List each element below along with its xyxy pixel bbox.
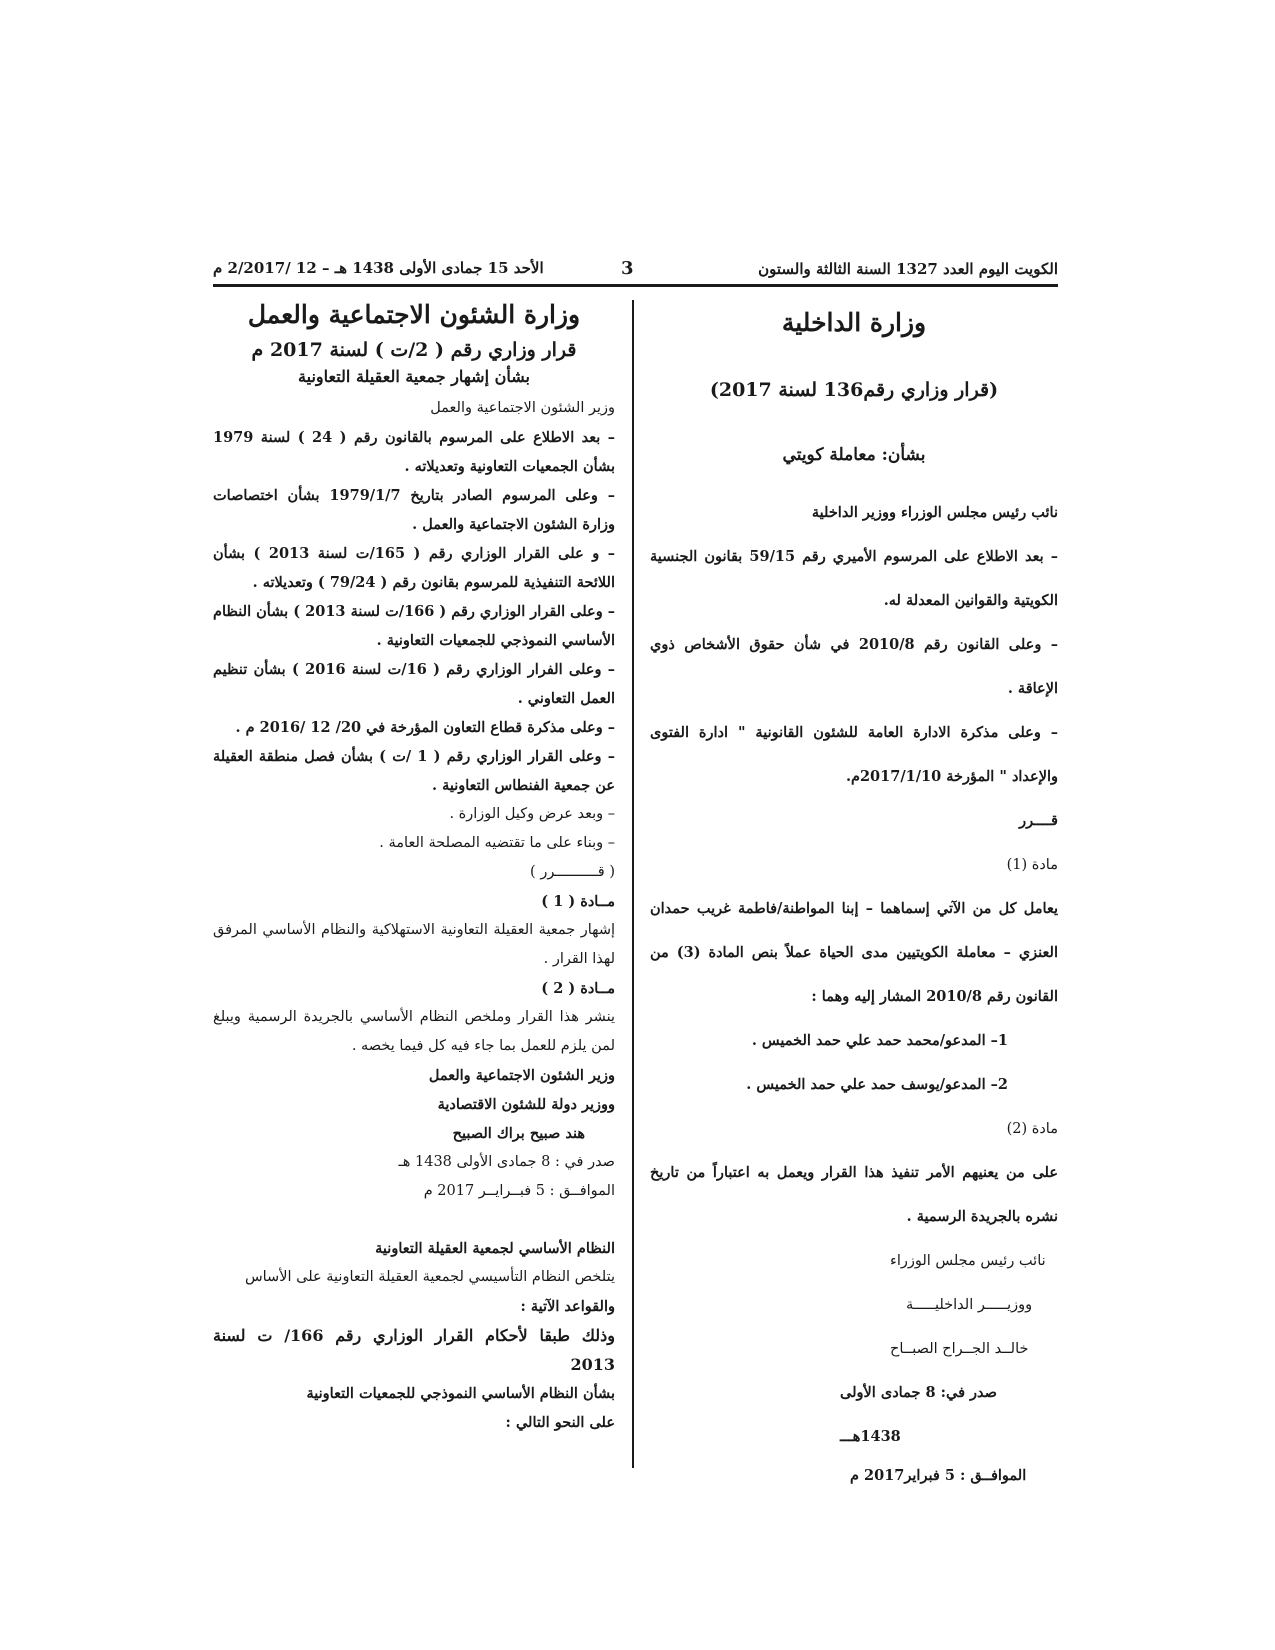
annex-line: على النحو التالي : — [505, 1414, 615, 1431]
article-heading: مادة (1) — [1006, 857, 1058, 873]
preamble-line: – وعلى القانون رقم 2010/8 في شأن حقوق الأشخاص ذوي الإعاقة . — [650, 636, 1058, 697]
article-heading: مادة (2) — [1006, 1121, 1058, 1137]
signature-title: نائب رئيس مجلس الوزراء — [890, 1253, 1046, 1269]
preamble-line: – وعلى القرار الوزاري رقم ( 1 /ت ) بشأن فصل منطقة العقيلة عن جمعية الفنطاس التعاونية . — [213, 748, 615, 794]
list-item: 2– المدعو/يوسف حمد علي حمد الخميس . — [746, 1076, 1008, 1093]
decree-subject: بشأن: معاملة كويتي — [782, 445, 926, 465]
preamble-line: – وبناء على ما تقتضيه المصلحة العامة . — [379, 835, 615, 851]
article-heading: مــادة ( 1 ) — [541, 893, 615, 910]
interior-ministry-column — [650, 300, 1058, 1493]
preamble-line: – و على القرار الوزاري رقم ( 165/ت لسنة 2013 ) بشأن اللائحة التنفيذية للمرسوم بقانون رقم ( 79/24 ) وتعديلاته . — [213, 545, 615, 591]
annex-line: والقواعد الآتية : — [520, 1298, 615, 1315]
preamble-line: – وعلى الفرار الوزاري رقم ( 16/ت لسنة 2016 ) بشأن تنظيم العمل التعاوني . — [213, 661, 616, 707]
annex-line: بشأن النظام الأساسي النموذجي للجمعيات التعاونية — [306, 1385, 615, 1402]
annex-line: وذلك طبقا لأحكام القرار الوزاري رقم 166/ ت لسنة 2013 — [213, 1326, 615, 1374]
decided-heading: ( قــــــــــرر ) — [530, 864, 615, 880]
ministry-title: وزارة الشئون الاجتماعية والعمل — [247, 300, 581, 329]
preamble-line: – بعد الاطلاع على المرسوم الأميري رقم 59/15 بقانون الجنسية الكويتية والقوانين المعدلة له. — [650, 548, 1058, 609]
preamble-line: – وعلى مذكرة الادارة العامة للشئون القانونية " ادارة الفتوى والإعداد " المؤرخة 2017/1/10م. — [650, 724, 1058, 785]
issue-info: الكويت اليوم العدد 1327 السنة الثالثة والستون — [758, 260, 1058, 278]
preamble-line: – وعلى القرار الوزاري رقم ( 166/ت لسنة 2013 ) بشأن النظام الأساسي النموذجي للجمعيات التعاونية . — [213, 603, 615, 649]
preamble-line: – وبعد عرض وكيل الوزارة . — [449, 806, 615, 822]
issue-date-gregorian: الموافــق : 5 فبــرايــر 2017 م — [423, 1183, 615, 1199]
article-text: إشهار جمعية العقيلة التعاونية الاستهلاكية والنظام الأساسي المرفق لهذا القرار . — [213, 922, 615, 967]
signature-title: ووزير دولة للشئون الاقتصادية — [437, 1096, 615, 1113]
issuer-line: وزير الشئون الاجتماعية والعمل — [430, 400, 615, 416]
page-header — [213, 254, 1058, 284]
page-number: 3 — [621, 258, 634, 279]
article-text: على من يعنيهم الأمر تنفيذ هذا القرار ويعمل به اعتباراً من تاريخ نشره بالجريدة الرسمية . — [650, 1164, 1058, 1225]
signatory-name: خالــد الجــراح الصبــاح — [890, 1341, 1029, 1357]
list-item: 1– المدعو/محمد حمد علي حمد الخميس . — [751, 1032, 1008, 1049]
article-heading: مــادة ( 2 ) — [541, 980, 615, 997]
signatory-name: هند صبيح براك الصبيح — [452, 1125, 585, 1142]
decree-number: (قرار وزاري رقم136 لسنة 2017) — [709, 379, 999, 401]
issue-date-hijri: صدر في : 8 جمادى الأولى 1438 هـ — [398, 1154, 615, 1170]
decree-number: قرار وزاري رقم ( 2/ت ) لسنة 2017 م — [251, 339, 577, 361]
issue-date: الأحد 15 جمادى الأولى 1438 هـ – 12 /2/2017 م — [213, 259, 544, 277]
issuer-line: نائب رئيس مجلس الوزراء ووزير الداخلية — [811, 504, 1058, 521]
signature-title: وزير الشئون الاجتماعية والعمل — [428, 1067, 615, 1084]
social-affairs-ministry-column — [213, 300, 615, 1437]
issue-date-hijri: صدر في: 8 جمادى الأولى 1438هـــ — [840, 1384, 997, 1445]
annex-title: النظام الأساسي لجمعية العقيلة التعاونية — [375, 1240, 615, 1257]
article-text: يعامل كل من الآتي إسماهما – إبنا المواطنة/فاطمة غريب حمدان العنزي – معاملة الكويتيين مدى الحياة عملاً بنص المادة (3) من القانون رقم 2010/8 المشار إليه وهما : — [650, 900, 1058, 1005]
column-divider — [632, 300, 634, 1468]
decree-subject: بشأن إشهار جمعية العقيلة التعاونية — [298, 367, 530, 386]
preamble-line: – بعد الاطلاع على المرسوم بالقانون رقم ( 24 ) لسنة 1979 بشأن الجمعيات التعاونية وتعديلاته . — [213, 429, 615, 475]
header-rule — [213, 284, 1058, 287]
article-text: ينشر هذا القرار وملخص النظام الأساسي بالجريدة الرسمية ويبلغ لمن يلزم للعمل بما جاء فيه كل فيما يخصه . — [213, 1009, 615, 1054]
signature-title: ووزيـــــر الداخليـــــة — [906, 1297, 1033, 1313]
annex-line: يتلخص النظام التأسيسي لجمعية العقيلة التعاونية على الأساس — [244, 1269, 615, 1285]
ministry-title: وزارة الداخلية — [781, 308, 927, 337]
decided-heading: قــــرر — [1019, 812, 1058, 829]
preamble-line: – وعلى المرسوم الصادر بتاريخ 1979/1/7 بشأن اختصاصات وزارة الشئون الاجتماعية والعمل . — [213, 487, 616, 533]
issue-date-gregorian: الموافــق : 5 فبراير2017 م — [850, 1467, 1027, 1484]
preamble-line: – وعلى مذكرة قطاع التعاون المؤرخة في 20/ 12 /2016 م . — [235, 719, 615, 736]
